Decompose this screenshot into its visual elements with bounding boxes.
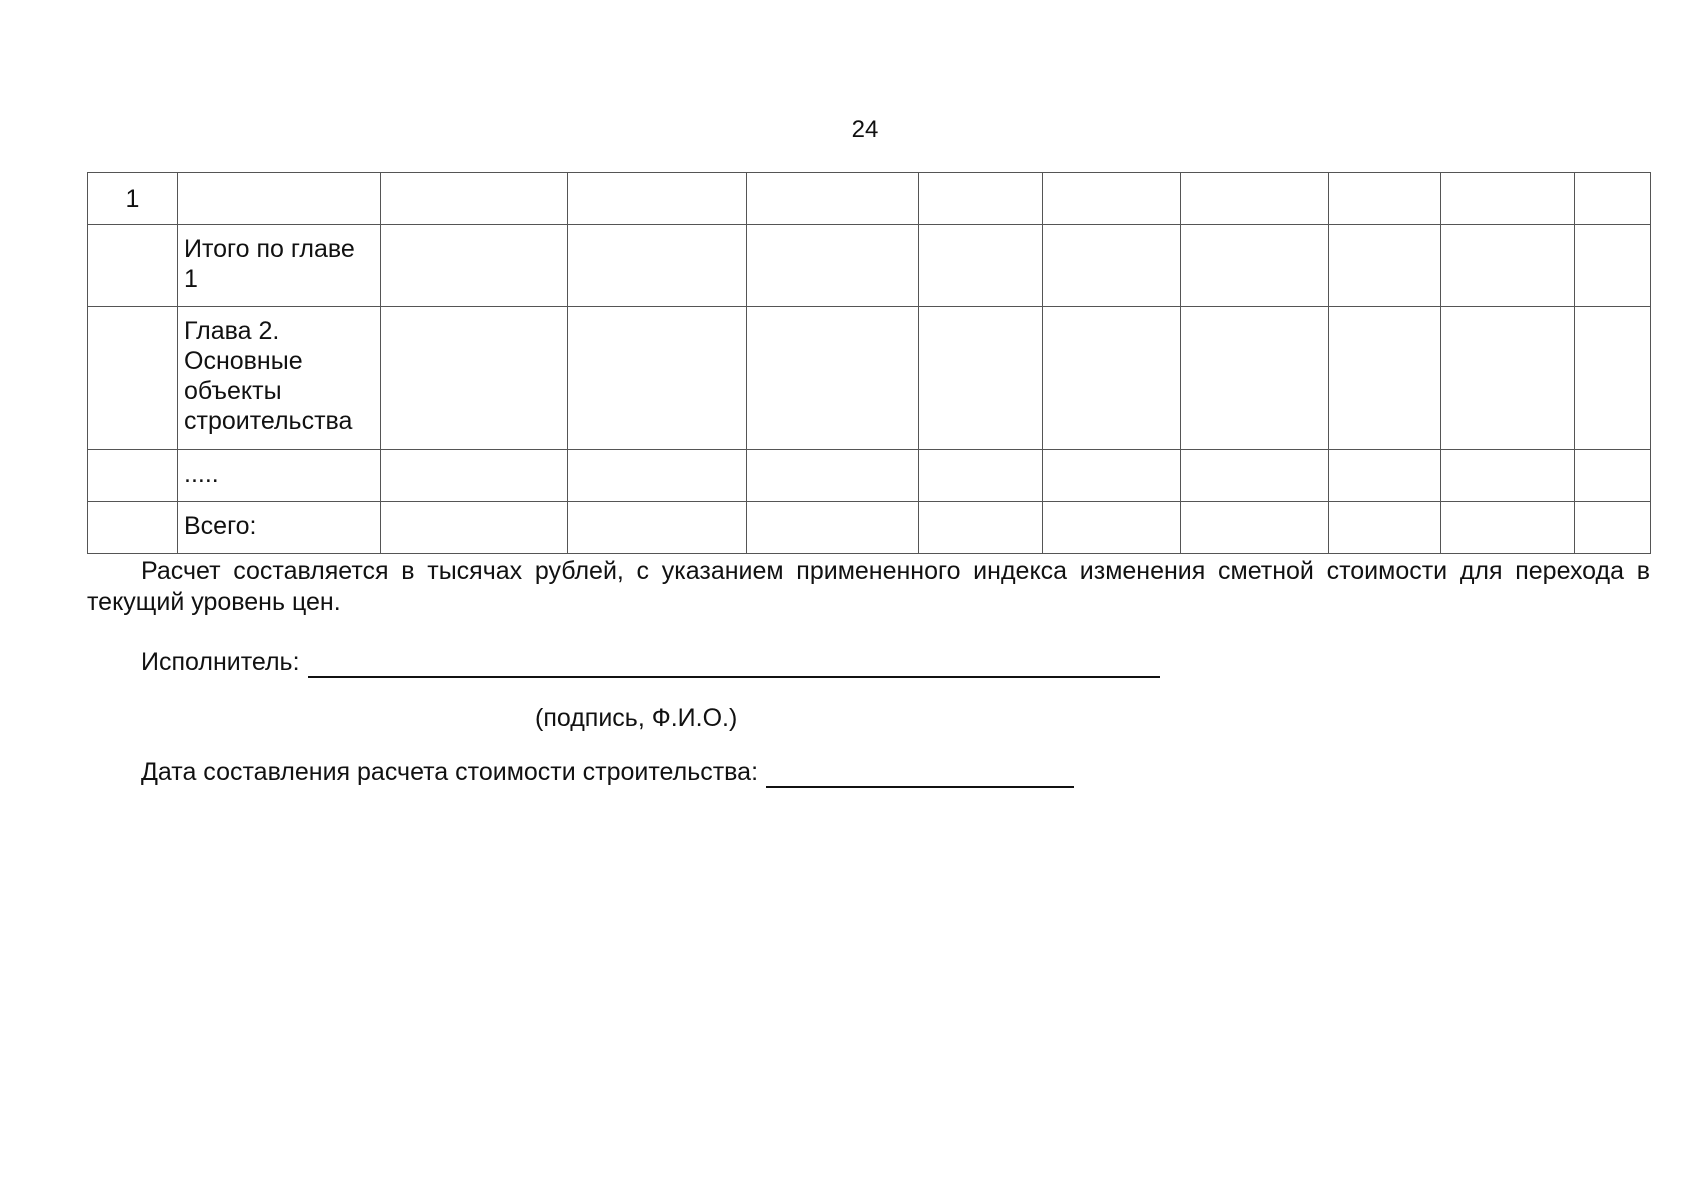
empty-cell bbox=[1181, 307, 1329, 450]
empty-cell bbox=[381, 173, 568, 225]
empty-cell bbox=[1181, 450, 1329, 502]
empty-cell bbox=[747, 307, 919, 450]
empty-cell bbox=[1329, 307, 1441, 450]
empty-cell bbox=[919, 502, 1043, 554]
empty-cell bbox=[1575, 502, 1651, 554]
date-label: Дата составления расчета стоимости строительства: bbox=[141, 758, 759, 786]
empty-cell bbox=[1575, 173, 1651, 225]
executor-label: Исполнитель: bbox=[141, 648, 300, 676]
empty-cell bbox=[1441, 502, 1575, 554]
empty-cell bbox=[1181, 173, 1329, 225]
row-number-cell: 1 bbox=[88, 173, 178, 225]
empty-cell bbox=[568, 307, 747, 450]
row-name-cell bbox=[178, 173, 381, 225]
empty-cell bbox=[919, 450, 1043, 502]
empty-cell bbox=[747, 502, 919, 554]
table-row bbox=[88, 502, 1651, 554]
empty-cell bbox=[381, 502, 568, 554]
row-name-cell: Глава 2. Основные объекты строительства bbox=[178, 307, 381, 450]
empty-cell bbox=[1441, 173, 1575, 225]
row-number-cell bbox=[88, 502, 178, 554]
table-row bbox=[88, 225, 1651, 307]
empty-cell bbox=[381, 307, 568, 450]
empty-cell bbox=[1181, 502, 1329, 554]
empty-cell bbox=[1043, 173, 1181, 225]
empty-cell bbox=[1043, 450, 1181, 502]
date-blank[interactable] bbox=[766, 760, 1074, 788]
empty-cell bbox=[1043, 307, 1181, 450]
signature-caption: (подпись, Ф.И.О.) bbox=[535, 704, 738, 732]
empty-cell bbox=[1181, 225, 1329, 307]
empty-cell bbox=[1329, 502, 1441, 554]
empty-cell bbox=[1575, 225, 1651, 307]
empty-cell bbox=[568, 173, 747, 225]
empty-cell bbox=[1441, 450, 1575, 502]
executor-line bbox=[141, 646, 1160, 678]
empty-cell bbox=[568, 225, 747, 307]
empty-cell bbox=[747, 225, 919, 307]
table-row bbox=[88, 173, 1651, 225]
row-number-cell bbox=[88, 225, 178, 307]
executor-signature-blank[interactable] bbox=[308, 650, 1160, 678]
empty-cell bbox=[568, 502, 747, 554]
empty-cell bbox=[1329, 225, 1441, 307]
table-row bbox=[88, 450, 1651, 502]
row-name-cell: ..... bbox=[178, 450, 381, 502]
row-number-cell bbox=[88, 307, 178, 450]
empty-cell bbox=[1575, 307, 1651, 450]
empty-cell bbox=[1441, 225, 1575, 307]
empty-cell bbox=[1575, 450, 1651, 502]
empty-cell bbox=[1043, 502, 1181, 554]
empty-cell bbox=[1329, 173, 1441, 225]
row-number-cell bbox=[88, 450, 178, 502]
note-paragraph: Расчет составляется в тысячах рублей, с указанием примененного индекса изменения сметной стоимости для перехода в текущий уровень цен. bbox=[87, 557, 1650, 616]
page-number: 24 bbox=[851, 116, 879, 143]
empty-cell bbox=[568, 450, 747, 502]
date-line bbox=[141, 756, 1074, 788]
empty-cell bbox=[381, 450, 568, 502]
empty-cell bbox=[381, 225, 568, 307]
empty-cell bbox=[1441, 307, 1575, 450]
empty-cell bbox=[747, 450, 919, 502]
estimate-table bbox=[87, 172, 1651, 554]
empty-cell bbox=[1329, 450, 1441, 502]
empty-cell bbox=[919, 173, 1043, 225]
empty-cell bbox=[747, 173, 919, 225]
row-name-cell: Всего: bbox=[178, 502, 381, 554]
empty-cell bbox=[919, 307, 1043, 450]
empty-cell bbox=[1043, 225, 1181, 307]
empty-cell bbox=[919, 225, 1043, 307]
row-name-cell: Итого по главе 1 bbox=[178, 225, 381, 307]
table-row bbox=[88, 307, 1651, 450]
